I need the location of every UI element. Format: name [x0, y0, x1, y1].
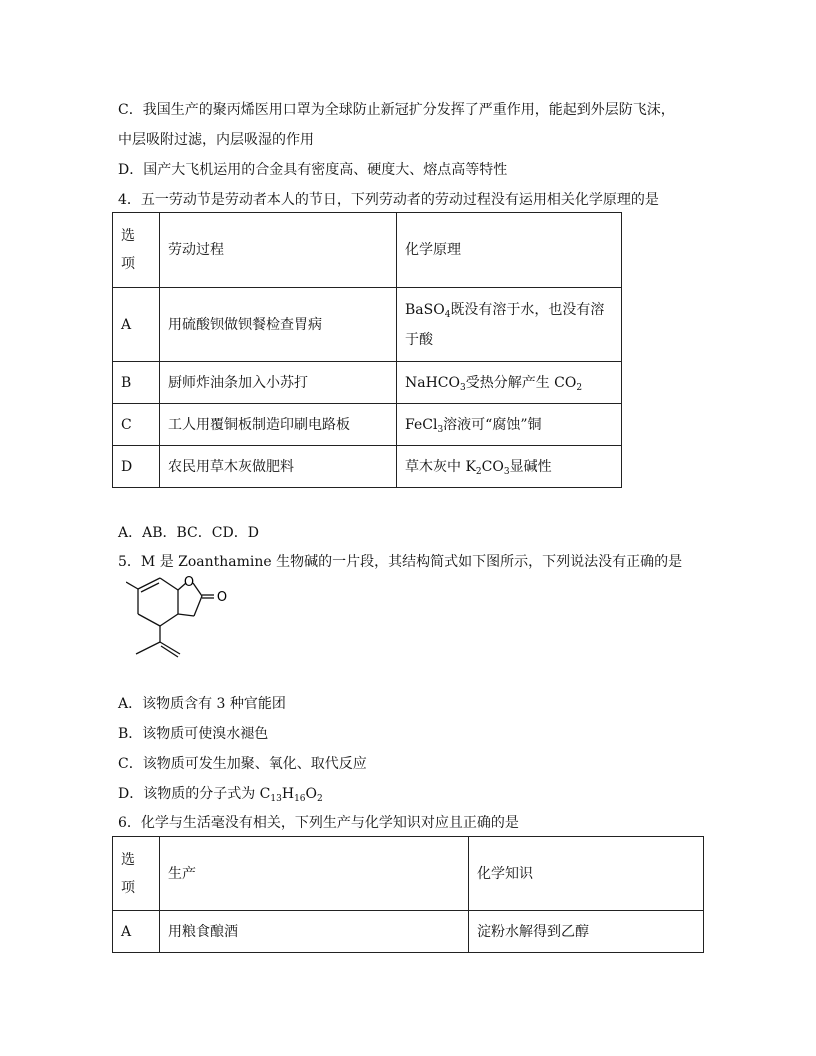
header-principle: 化学原理 — [397, 213, 622, 288]
option-d-text: O — [305, 786, 317, 802]
header-production: 生产 — [160, 837, 469, 911]
header-option-line2: 项 — [121, 256, 135, 272]
row-option: D — [113, 446, 160, 488]
q4-table — [112, 212, 622, 488]
table-row — [113, 404, 622, 446]
q5-option-d — [118, 784, 323, 804]
table-row — [113, 446, 622, 488]
q4-answer-options: A．AB．BC．CD．D — [118, 525, 259, 541]
q5-option-a: A．该物质含有 3 种官能团 — [118, 696, 286, 712]
row-principle — [397, 288, 622, 362]
subscript: 3 — [437, 424, 444, 435]
table-row — [113, 911, 704, 953]
subscript: 13 — [270, 794, 282, 804]
principle-text: 显碱性 — [509, 458, 552, 475]
q3-option-d: D．国产大飞机运用的合金具有密度高、硬度大、熔点高等特性 — [118, 162, 508, 178]
q3-option-c-line1: C．我国生产的聚丙烯医用口罩为全球防止新冠扩分发挥了严重作用，能起到外层防飞沫， — [118, 102, 675, 118]
q6-table — [112, 836, 704, 953]
row-principle — [397, 446, 622, 488]
option-d-text: D．该物质的分子式为 C — [118, 786, 271, 802]
row-principle — [397, 362, 622, 404]
principle-text: 于酸 — [405, 331, 433, 348]
subscript: 4 — [444, 309, 451, 320]
subscript: 2 — [576, 382, 583, 393]
row-option: A — [113, 288, 160, 362]
carbonyl-oxygen-label: O — [216, 590, 228, 605]
principle-text: 受热分解产生 CO — [465, 374, 577, 391]
subscript: 16 — [294, 794, 306, 804]
row-process: 工人用覆铜板制造印刷电路板 — [160, 404, 397, 446]
row-option: B — [113, 362, 160, 404]
table-row — [113, 362, 622, 404]
header-process: 劳动过程 — [160, 213, 397, 288]
principle-text: CO — [481, 458, 504, 475]
row-process: 用硫酸钡做钡餐检查胃病 — [160, 288, 397, 362]
row-production: 用粮食酿酒 — [160, 911, 469, 953]
q6-stem: 6．化学与生活毫没有相关，下列生产与化学知识对应且正确的是 — [118, 815, 519, 831]
principle-text: 既没有溶于水，也没有溶 — [450, 301, 605, 318]
header-option-line1: 选 — [121, 851, 135, 868]
table-header-row — [113, 837, 704, 911]
q5-option-c: C．该物质可发生加聚、氧化、取代反应 — [118, 756, 367, 772]
subscript: 3 — [460, 382, 466, 393]
header-option-line1: 选 — [121, 228, 135, 244]
principle-text: FeCl — [405, 416, 438, 433]
molecule-bonds — [126, 578, 214, 657]
subscript: 2 — [317, 794, 323, 804]
row-process: 厨师炸油条加入小苏打 — [160, 362, 397, 404]
principle-text: NaHCO — [405, 374, 460, 391]
principle-text: BaSO — [405, 301, 445, 318]
row-knowledge: 淀粉水解得到乙醇 — [469, 911, 704, 953]
row-option: A — [113, 911, 160, 953]
row-process: 农民用草木灰做肥料 — [160, 446, 397, 488]
header-knowledge: 化学知识 — [469, 837, 704, 911]
q3-option-c-line2: 中层吸附过滤，内层吸湿的作用 — [118, 132, 314, 148]
subscript: 2 — [475, 466, 482, 477]
q4-stem: 4．五一劳动节是劳动者本人的节日，下列劳动者的劳动过程没有运用相关化学原理的是 — [118, 192, 659, 208]
table-header-row — [113, 213, 622, 288]
q5-stem: 5．M 是 Zoanthamine 生物碱的一片段，其结构简式如下图所示，下列说法没有正确的是 — [118, 554, 683, 570]
principle-text: 草木灰中 K — [405, 458, 476, 475]
option-d-text: H — [281, 786, 295, 802]
ring-oxygen-label: O — [183, 575, 195, 590]
table-row — [113, 288, 622, 362]
header-option — [113, 213, 160, 288]
q5-option-b: B．该物质可使溴水褪色 — [118, 726, 269, 742]
header-option-line2: 项 — [121, 879, 135, 896]
molecule-structure — [126, 574, 246, 660]
subscript: 3 — [503, 466, 510, 477]
row-principle — [397, 404, 622, 446]
header-option — [113, 837, 160, 911]
principle-text: 溶液可“腐蚀”铜 — [443, 416, 542, 433]
row-option: C — [113, 404, 160, 446]
